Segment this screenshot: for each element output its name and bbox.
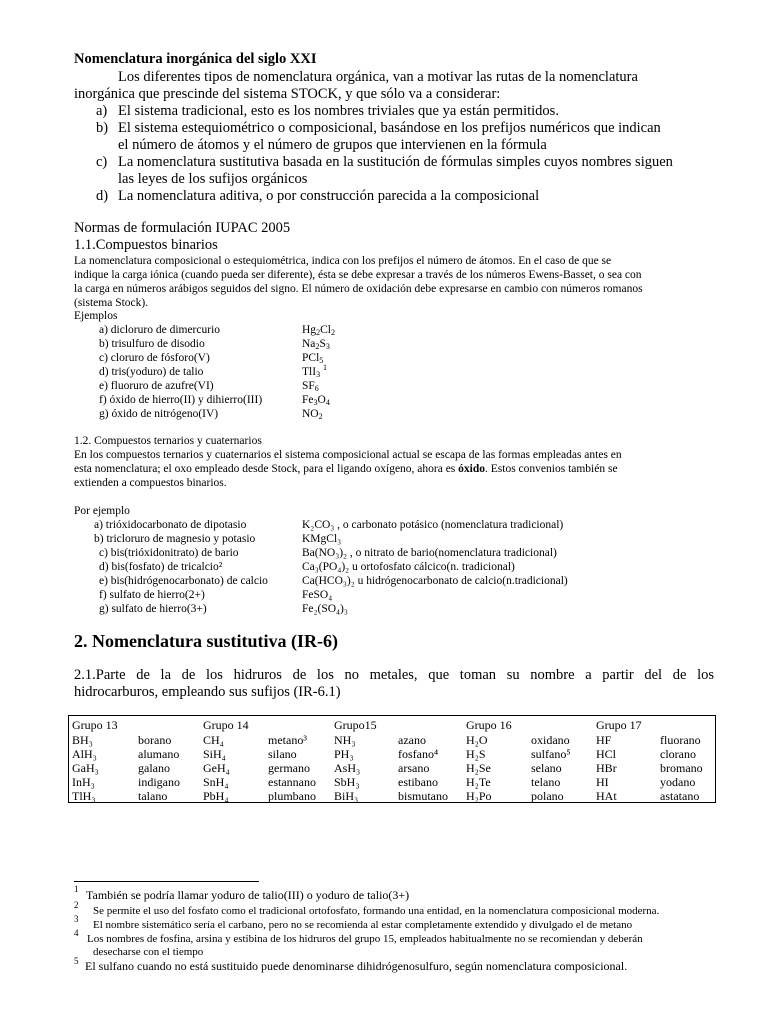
name-cell: estannano: [268, 775, 316, 789]
formula-cell: GaH₃: [72, 761, 99, 775]
formula-cell: H₂Se: [466, 761, 491, 775]
intro-line-1: Los diferentes tipos de nomenclatura orgánica, van a motivar las rutas de la nomenclatura: [118, 69, 638, 85]
document-title: Nomenclatura inorgánica del siglo XXI: [74, 51, 317, 67]
name-cell: telano: [531, 775, 561, 789]
formula-cell: HF: [596, 733, 612, 747]
list-item-a: El sistema tradicional, esto es los nombres triviales que ya están permitidos.: [118, 103, 559, 119]
example-name: b) trisulfuro de disodio: [99, 338, 205, 350]
example2-name: e) bis(hidrógenocarbonato) de calcio: [99, 575, 268, 587]
footnote-text: El nombre sistemático sería el carbano, pero no se recomienda al estar completamente extendido y divulgado el de metano: [93, 919, 633, 931]
formula-cell: HBr: [596, 761, 617, 775]
group-header: Grupo 13: [72, 718, 118, 732]
example-formula: $NO_2$: [302, 408, 323, 421]
formula-cell: PH₃: [334, 747, 354, 761]
example-name: e) fluoruro de azufre(VI): [99, 380, 214, 392]
name-cell: yodano: [660, 775, 696, 789]
list-item-c-line1: La nomenclatura sustitutiva basada en la sustitución de fórmulas simples cuyos nombres siguen: [118, 154, 673, 170]
formula-cell: HI: [596, 775, 609, 789]
list-letter-a: a): [96, 103, 108, 119]
footnote-text: También se podría llamar yoduro de talio(III) o yoduro de talio(3+): [86, 888, 410, 902]
name-cell: germano: [268, 761, 310, 775]
example-formula: $SF_6$: [302, 380, 319, 393]
name-cell: oxidano: [531, 733, 570, 747]
sec11-line-3: la carga en números arábigos seguidos del signo. El número de oxidación debe expresarse en cambio con números romanos: [74, 283, 643, 295]
oxido-bold: óxido: [458, 463, 486, 475]
formula-cell: BiH₃: [334, 789, 359, 803]
example2-formula: KMgCl₃: [302, 533, 342, 545]
formula-cell: NH₃: [334, 733, 356, 747]
name-cell: talano: [138, 789, 168, 803]
list-item-b-line2: el número de átomos y el número de grupos que intervienen en la fórmula: [118, 137, 547, 153]
formula-cell: AsH₃: [334, 761, 361, 775]
example2-formula: Ca(HCO₃)₂ u hidrógenocarbonato de calcio(n.tradicional): [302, 575, 568, 587]
name-cell: silano: [268, 747, 297, 761]
footnote-number: 1: [74, 884, 79, 894]
sec11-line-2: indique la carga iónica (cuando pueda ser diferente), ésta se debe expresar a través de los números Ewens-Basset, o sea con: [74, 269, 642, 281]
footnote-number: 4: [74, 928, 79, 938]
example2-name: b) tricloruro de magnesio y potasio: [94, 533, 256, 545]
formula-cell: BH₃: [72, 733, 93, 747]
ejemplos-label: Ejemplos: [74, 310, 118, 322]
example-formula: TlI$_3$ $^1$: [302, 363, 327, 379]
group-header: Grupo 17: [596, 718, 642, 732]
formula-cell: HCl: [596, 747, 617, 761]
list-letter-d: d): [96, 188, 109, 204]
example2-name: c) bis(trióxidonitrato) de bario: [99, 547, 239, 559]
example-name: f) óxido de hierro(II) y dihierro(III): [99, 394, 263, 406]
example-name: d) tris(yoduro) de talio: [99, 366, 204, 378]
name-cell: galano: [138, 761, 170, 775]
formula-cell: SiH₄: [203, 747, 226, 761]
formula-cell: AlH₃: [72, 747, 97, 761]
group-header: Grupo 16: [466, 718, 512, 732]
name-cell: fosfano⁴: [398, 747, 439, 761]
section2-line-1: 2.1.Parte de la de los hidruros de los no metales, que toman su nombre a partir del de los: [74, 667, 714, 683]
name-cell: indigano: [138, 775, 180, 789]
name-cell: plumbano: [268, 789, 316, 803]
name-cell: estibano: [398, 775, 438, 789]
footnote-text-continued: desecharse con el tiempo: [93, 946, 204, 958]
sec11-line-4: (sistema Stock).: [74, 297, 149, 309]
list-item-b-line1: El sistema estequiométrico o composicional, basándose en los prefijos numéricos que indican: [118, 120, 661, 136]
list-item-d: La nomenclatura aditiva, o por construcción parecida a la composicional: [118, 188, 540, 204]
section2-line-2: hidrocarburos, empleando sus sufijos (IR-6.1): [74, 684, 341, 700]
example2-formula: FeSO₄: [302, 589, 333, 601]
name-cell: azano: [398, 733, 426, 747]
name-cell: polano: [531, 789, 564, 803]
footnote-text: El sulfano cuando no está sustituido puede denominarse dihidrógenosulfuro, según nomenclatura composicional.: [85, 959, 628, 973]
example2-name: a) trióxidocarbonato de dipotasio: [94, 519, 247, 531]
name-cell: arsano: [398, 761, 430, 775]
formula-cell: HAt: [596, 789, 617, 803]
name-cell: alumano: [138, 747, 180, 761]
sec12-line-2: esta nomenclatura; el oxo empleado desde Stock, para el ligando oxígeno, ahora es óxido. Estos convenios también se: [74, 463, 618, 475]
footnote-number: 3: [74, 914, 79, 924]
formula-cell: SnH₄: [203, 775, 229, 789]
example-formula: $Na_2S_3$: [302, 338, 330, 351]
formula-cell: H₂Te: [466, 775, 491, 789]
name-cell: bromano: [660, 761, 703, 775]
group-header: Grupo15: [334, 718, 377, 732]
footnote-number: 2: [74, 900, 79, 910]
formula-cell: GeH₄: [203, 761, 230, 775]
example2-name: g) sulfato de hierro(3+): [99, 603, 207, 615]
footnote-number: 5: [74, 956, 79, 966]
footnote-separator: [74, 881, 259, 882]
sec12-title: 1.2. Compuestos ternarios y cuaternarios: [74, 435, 262, 447]
group-header: Grupo 14: [203, 718, 249, 732]
example2-formula: K₂CO₃ , o carbonato potásico (nomenclatura tradicional): [302, 519, 564, 531]
name-cell: astatano: [660, 789, 700, 803]
formula-cell: SbH₃: [334, 775, 360, 789]
name-cell: borano: [138, 733, 172, 747]
name-cell: bismutano: [398, 789, 448, 803]
list-letter-c: c): [96, 154, 108, 170]
name-cell: selano: [531, 761, 562, 775]
example-name: g) óxido de nitrógeno(IV): [99, 408, 219, 420]
list-item-c-line2: las leyes de los sufijos orgánicos: [118, 171, 308, 187]
example-name: a) dicloruro de dimercurio: [99, 324, 221, 336]
sec11-title: 1.1.Compuestos binarios: [74, 237, 218, 253]
example2-formula: Fe₂(SO₄)₃: [302, 603, 348, 615]
normas-title: Normas de formulación IUPAC 2005: [74, 220, 291, 236]
name-cell: metano³: [268, 733, 307, 747]
sec12-line-3: extienden a compuestos binarios.: [74, 477, 227, 489]
name-cell: clorano: [660, 747, 696, 761]
example-formula: $Fe_3O_4$: [302, 394, 330, 407]
example-name: c) cloruro de fósforo(V): [99, 352, 210, 364]
example2-formula: Ca₃(PO₄)₂ u ortofosfato cálcico(n. tradicional): [302, 561, 515, 573]
example-formula: PCl$_5$: [302, 352, 324, 365]
formula-cell: CH₄: [203, 733, 224, 747]
formula-cell: H₂S: [466, 747, 486, 761]
formula-cell: H₂O: [466, 733, 488, 747]
list-letter-b: b): [96, 120, 109, 136]
example2-formula: Ba(NO₃)₂ , o nitrato de bario(nomenclatura tradicional): [302, 547, 557, 559]
example2-name: d) bis(fosfato) de tricalcio²: [99, 561, 223, 573]
name-cell: sulfano⁵: [531, 747, 571, 761]
intro-line-2: inorgánica que prescinde del sistema STOCK, y que sólo va a considerar:: [74, 86, 501, 102]
formula-cell: H₂Po: [466, 789, 492, 803]
formula-cell: TlH₃: [72, 789, 96, 803]
footnote-text: Se permite el uso del fosfato como el tradicional ortofosfato, formando una entidad, en la nomenclatura composicional moderna.: [93, 905, 660, 917]
formula-cell: InH₃: [72, 775, 95, 789]
formula-cell: PbH₄: [203, 789, 229, 803]
por-ejemplo-label: Por ejemplo: [74, 505, 130, 517]
footnote-text: Los nombres de fosfina, arsina y estibina de los hidruros del grupo 15, empleados habitualmente no se recomiendan y deberán: [87, 933, 643, 945]
name-cell: fluorano: [660, 733, 701, 747]
section2-title: 2. Nomenclatura sustitutiva (IR-6): [74, 631, 338, 651]
sec12-line-1: En los compuestos ternarios y cuaternarios el sistema composicional actual se escapa de las formas empleadas antes en: [74, 449, 622, 461]
sec11-line-1: La nomenclatura composicional o estequiométrica, indica con los prefijos el número de átomos. En el caso de que se: [74, 255, 612, 267]
example-formula: $Hg_2Cl_2$: [302, 324, 335, 337]
example2-name: f) sulfato de hierro(2+): [99, 589, 205, 601]
